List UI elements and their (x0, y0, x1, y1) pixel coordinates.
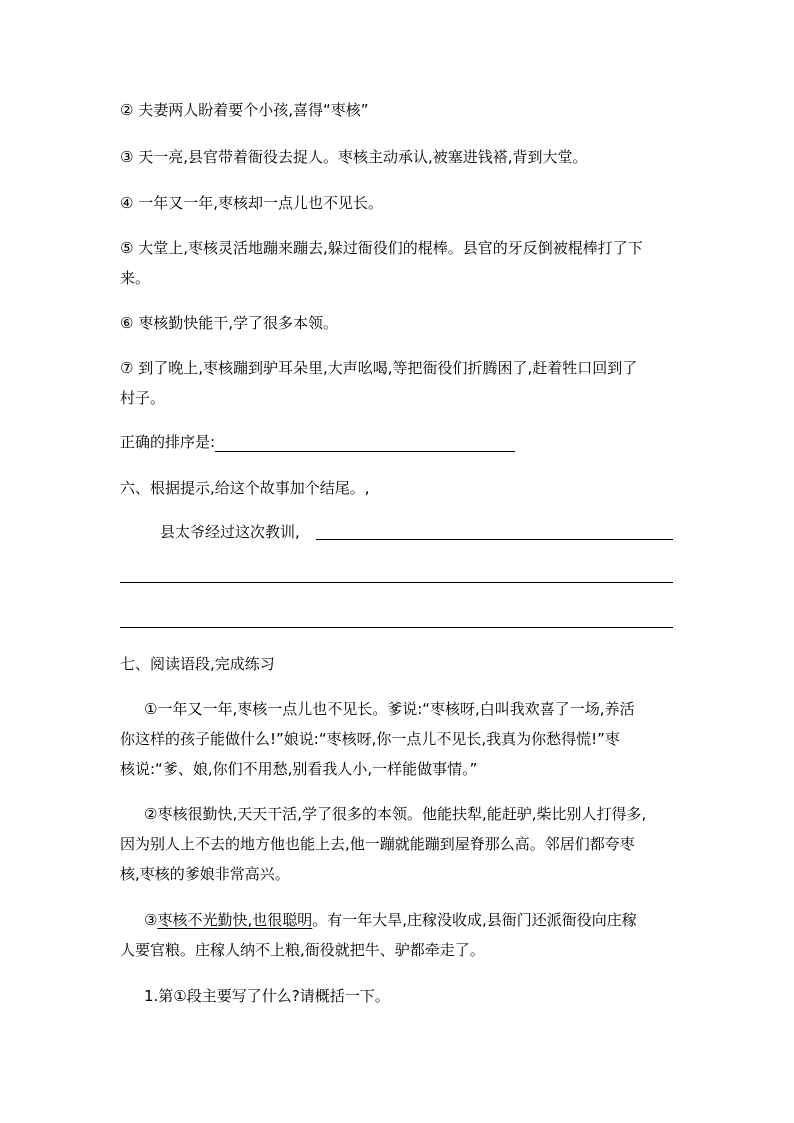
order-answer-blank[interactable] (215, 433, 515, 452)
paragraph-1-line-2: 你这样的孩子能做什么!”娘说:“枣核呀,你一点儿不见长,我真为你愁得慌!”枣 (120, 730, 620, 748)
section-7-title: 七、阅读语段,完成练习 (120, 655, 275, 673)
ending-blank-1[interactable] (316, 539, 673, 540)
paragraph-3-number: ③ (144, 911, 158, 929)
paragraph-3-rest: 。有一年大旱,庄稼没收成,县衙门还派衙役向庄稼 (312, 911, 637, 929)
item-5-line-2: 来。 (120, 269, 151, 287)
item-2: ② 夫妻两人盼着要个小孩,喜得“枣核” (120, 101, 369, 119)
item-3: ③ 天一亮,县官带着衙役去捉人。枣核主动承认,被塞进钱褡,背到大堂。 (120, 148, 588, 166)
ending-blank-2[interactable] (120, 582, 673, 583)
underlined-sentence: 枣核不光勤快,也很聪明 (157, 911, 313, 929)
paragraph-2-line-2: 因为别人上不去的地方他也能上去,他一蹦就能蹦到屋脊那么高。邻居们都夸枣 (120, 835, 635, 853)
question-1: 1.第①段主要写了什么?请概括一下。 (144, 987, 390, 1005)
paragraph-1-line-1: ①一年又一年,枣核一点儿也不见长。爹说:“枣核呀,白叫我欢喜了一场,养活 (144, 700, 635, 718)
paragraph-2-line-3: 核,枣核的爹娘非常高兴。 (120, 865, 290, 883)
order-question (120, 432, 515, 452)
item-7-line-2: 村子。 (120, 389, 166, 407)
order-label: 正确的排序是: (120, 433, 216, 451)
section-6-title: 六、根据提示,给这个故事加个结尾。, (120, 479, 370, 497)
item-7-line-1: ⑦ 到了晚上,枣核蹦到驴耳朵里,大声吆喝,等把衙役们折腾困了,赶着牲口回到了 (120, 359, 638, 377)
section-6-prompt: 县太爷经过这次教训, (160, 523, 300, 541)
item-4: ④ 一年又一年,枣核却一点儿也不见长。 (120, 194, 383, 212)
item-5-line-1: ⑤ 大堂上,枣核灵活地蹦来蹦去,躲过衙役们的棍棒。县官的牙反倒被棍棒打了下 (120, 239, 643, 257)
paragraph-1-line-3: 核说:“爹、娘,你们不用愁,别看我人小,一样能做事情。” (120, 760, 478, 778)
paragraph-3-line-1 (144, 910, 637, 930)
ending-blank-3[interactable] (120, 627, 673, 628)
item-6: ⑥ 枣核勤快能干,学了很多本领。 (120, 314, 338, 332)
paragraph-3-line-2: 人要官粮。庄稼人纳不上粮,衙役就把牛、驴都牵走了。 (120, 941, 485, 959)
paragraph-2-line-1: ②枣核很勤快,天天干活,学了很多的本领。他能扶犁,能赶驴,柴比别人打得多, (144, 805, 647, 823)
